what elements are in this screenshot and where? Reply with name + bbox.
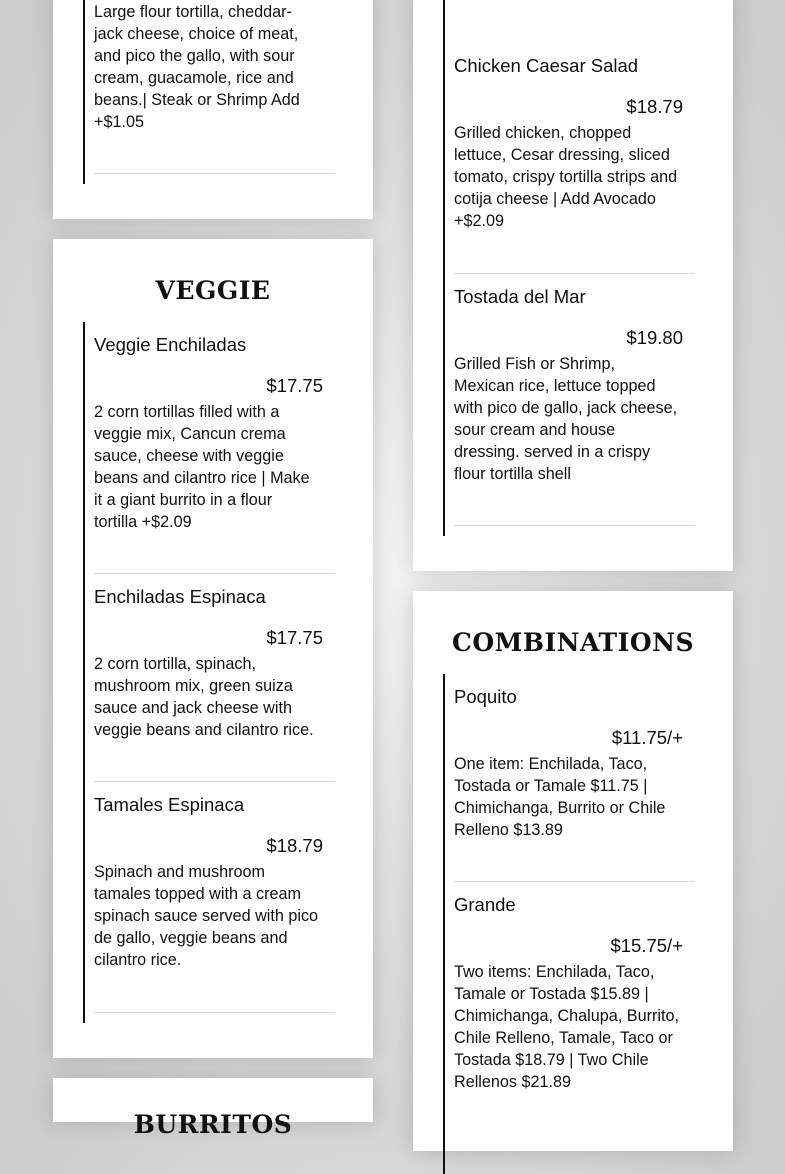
menu-item-name: Chicken Caesar Salad	[454, 55, 639, 76]
menu-item-price: $18.79	[266, 835, 323, 856]
item-separator	[94, 1012, 335, 1013]
menu-card-top-left	[53, 0, 373, 219]
item-separator	[454, 525, 695, 526]
section-title: BURRITOS	[133, 1110, 293, 1139]
menu-item-price: $18.79	[626, 96, 683, 117]
menu-card-burritos	[53, 1078, 373, 1139]
menu-card-salads	[413, 0, 733, 571]
section-vertical-line	[443, 0, 445, 536]
menu-item-price: $17.75	[266, 627, 323, 648]
menu-item-name: Tamales Espinaca	[94, 794, 245, 815]
menu-item-price: $11.75/+	[611, 727, 683, 748]
menu-card-veggie	[53, 239, 373, 1058]
menu-item-description: One item: Enchilada, Taco, Tostada or Tamale $11.75 | Chimichanga, Burrito or Chile Relleno $13.89	[454, 755, 666, 839]
item-separator	[94, 573, 335, 574]
item-separator	[454, 881, 695, 882]
menu-item-description: Large flour tortilla, cheddar-jack cheese, choice of meat, and pico the gallo, with sour cream, guacamole, rice and beans.| Steak or Shrimp Add +$1.05	[94, 3, 300, 131]
menu-item-description: 2 corn tortilla, spinach, mushroom mix, green suiza sauce and jack cheese with veggie beans and cilantro rice.	[94, 655, 314, 739]
item-separator	[94, 173, 335, 174]
menu-item-description: Two items: Enchilada, Taco, Tamale or Tostada $15.89 | Chimichanga, Chalupa, Burrito, Chile Relleno, Tamale, Taco or Tostada $18.79 | Two Chile Rellenos $21.89	[454, 963, 679, 1091]
item-separator	[94, 781, 335, 782]
menu-item-price: $15.75/+	[610, 935, 683, 956]
menu-item-name: Enchiladas Espinaca	[94, 586, 266, 607]
menu-item-description: Grilled chicken, chopped lettuce, Cesar dressing, sliced tomato, crispy tortilla strips and cotija cheese | Add Avocado +$2.09	[454, 124, 678, 230]
section-vertical-line	[83, 0, 85, 184]
section-title: COMBINATIONS	[451, 628, 695, 657]
section-vertical-line	[443, 674, 445, 1174]
menu-item-name: Poquito	[454, 686, 517, 707]
section-title: VEGGIE	[155, 276, 271, 305]
section-vertical-line	[83, 322, 85, 1023]
menu-card-combinations	[413, 591, 733, 1151]
menu-item-name: Tostada del Mar	[454, 286, 586, 307]
menu-item-name: Grande	[454, 894, 516, 915]
menu-item-price: $17.75	[266, 375, 323, 396]
menu-item-description: 2 corn tortillas filled with a veggie mix, Cancun crema sauce, cheese with veggie beans and cilantro rice | Make it a giant burrito in a flour tortilla +$2.09	[94, 403, 310, 531]
item-separator	[454, 273, 695, 274]
menu-item-price: $19.80	[626, 327, 683, 348]
menu-item-name: Veggie Enchiladas	[94, 334, 247, 355]
menu-item-description: Grilled Fish or Shrimp, Mexican rice, lettuce topped with pico de gallo, jack cheese, sour cream and house dressing. served in a crispy flour tortilla shell	[454, 355, 678, 483]
menu-item-description: Spinach and mushroom tamales topped with a cream spinach sauce served with pico de gallo, veggie beans and cilantro rice.	[94, 863, 319, 969]
